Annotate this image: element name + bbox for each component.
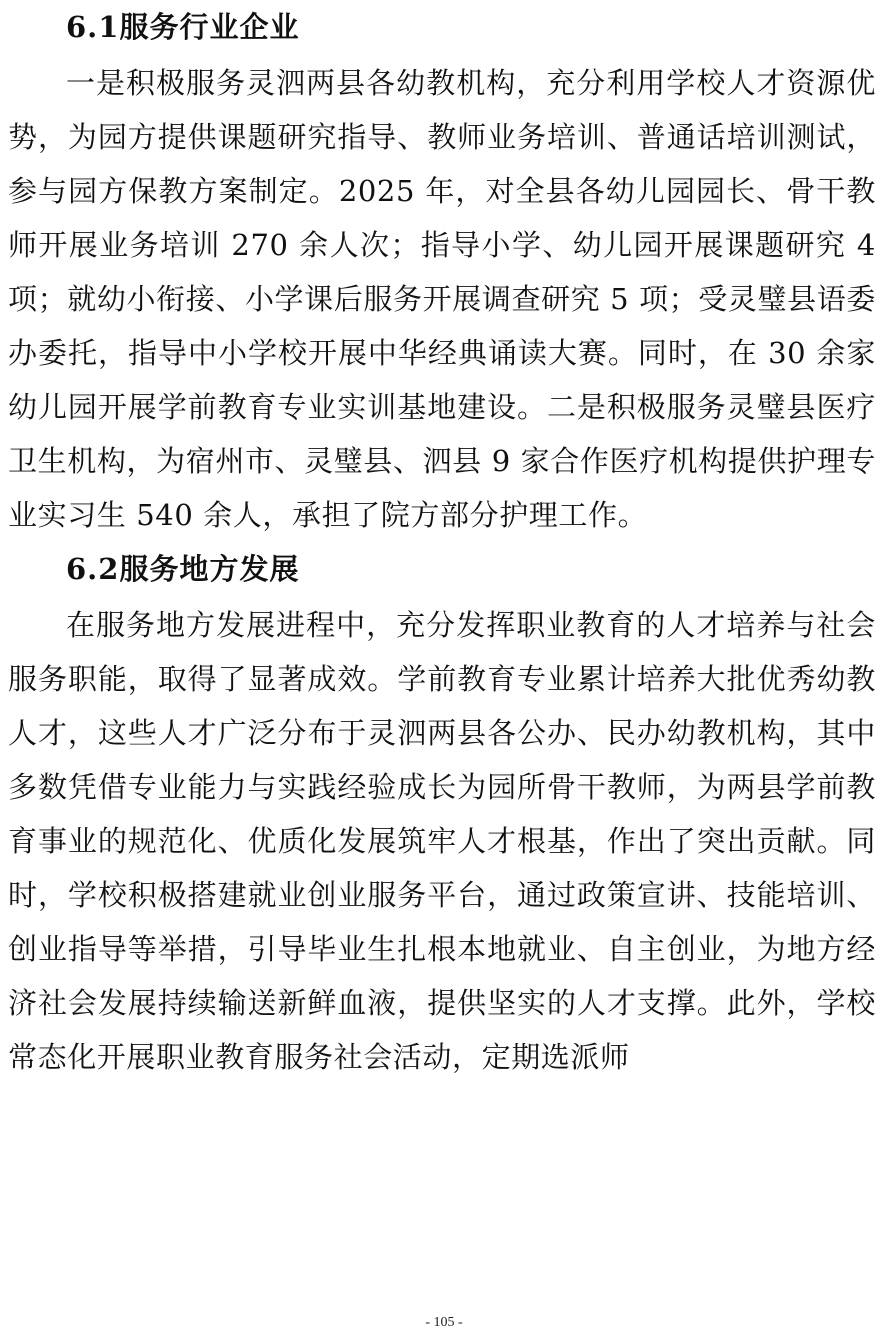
section-heading-6-1: 6.1服务行业企业 [66, 10, 300, 44]
section-paragraph-6-2: 在服务地方发展进程中，充分发挥职业教育的人才培养与社会服务职能，取得了显著成效。学前教育专业累计培养大批优秀幼教人才，这些人才广泛分布于灵泗两县各公办、民办幼教机构，其中多数凭借专业能力与实践经验成长为园所骨干教师，为两县学前教育事业的规范化、优质化发展筑牢人才根基，作出了突出贡献。同时，学校积极搭建就业创业服务平台，通过政策宣讲、技能培训、创业指导等举措，引导毕业生扎根本地就业、自主创业，为地方经济社会发展持续输送新鲜血液，提供坚实的人才支撑。此外，学校常态化开展职业教育服务社会活动，定期选派师 [8, 608, 876, 1074]
section-paragraph-6-1: 一是积极服务灵泗两县各幼教机构，充分利用学校人才资源优势，为园方提供课题研究指导、教师业务培训、普通话培训测试，参与园方保教方案制定。2025 年，对全县各幼儿园园长、骨干教师开展业务培训 270 余人次；指导小学、幼儿园开展课题研究 4 项；就幼小衔接、小学课后服务开展调查研究 5 项；受灵璧县语委办委托，指导中小学校开展中华经典诵读大赛。同时，在 30 余家幼儿园开展学前教育专业实训基地建设。二是积极服务灵璧县医疗卫生机构，为宿州市、灵璧县、泗县 9 家合作医疗机构提供护理专业实习生 540 余人，承担了院方部分护理工作。 [8, 66, 876, 532]
page-content [8, 6, 876, 1084]
page-number: - 105 - [425, 1315, 463, 1330]
section-heading-6-2: 6.2服务地方发展 [66, 552, 300, 586]
